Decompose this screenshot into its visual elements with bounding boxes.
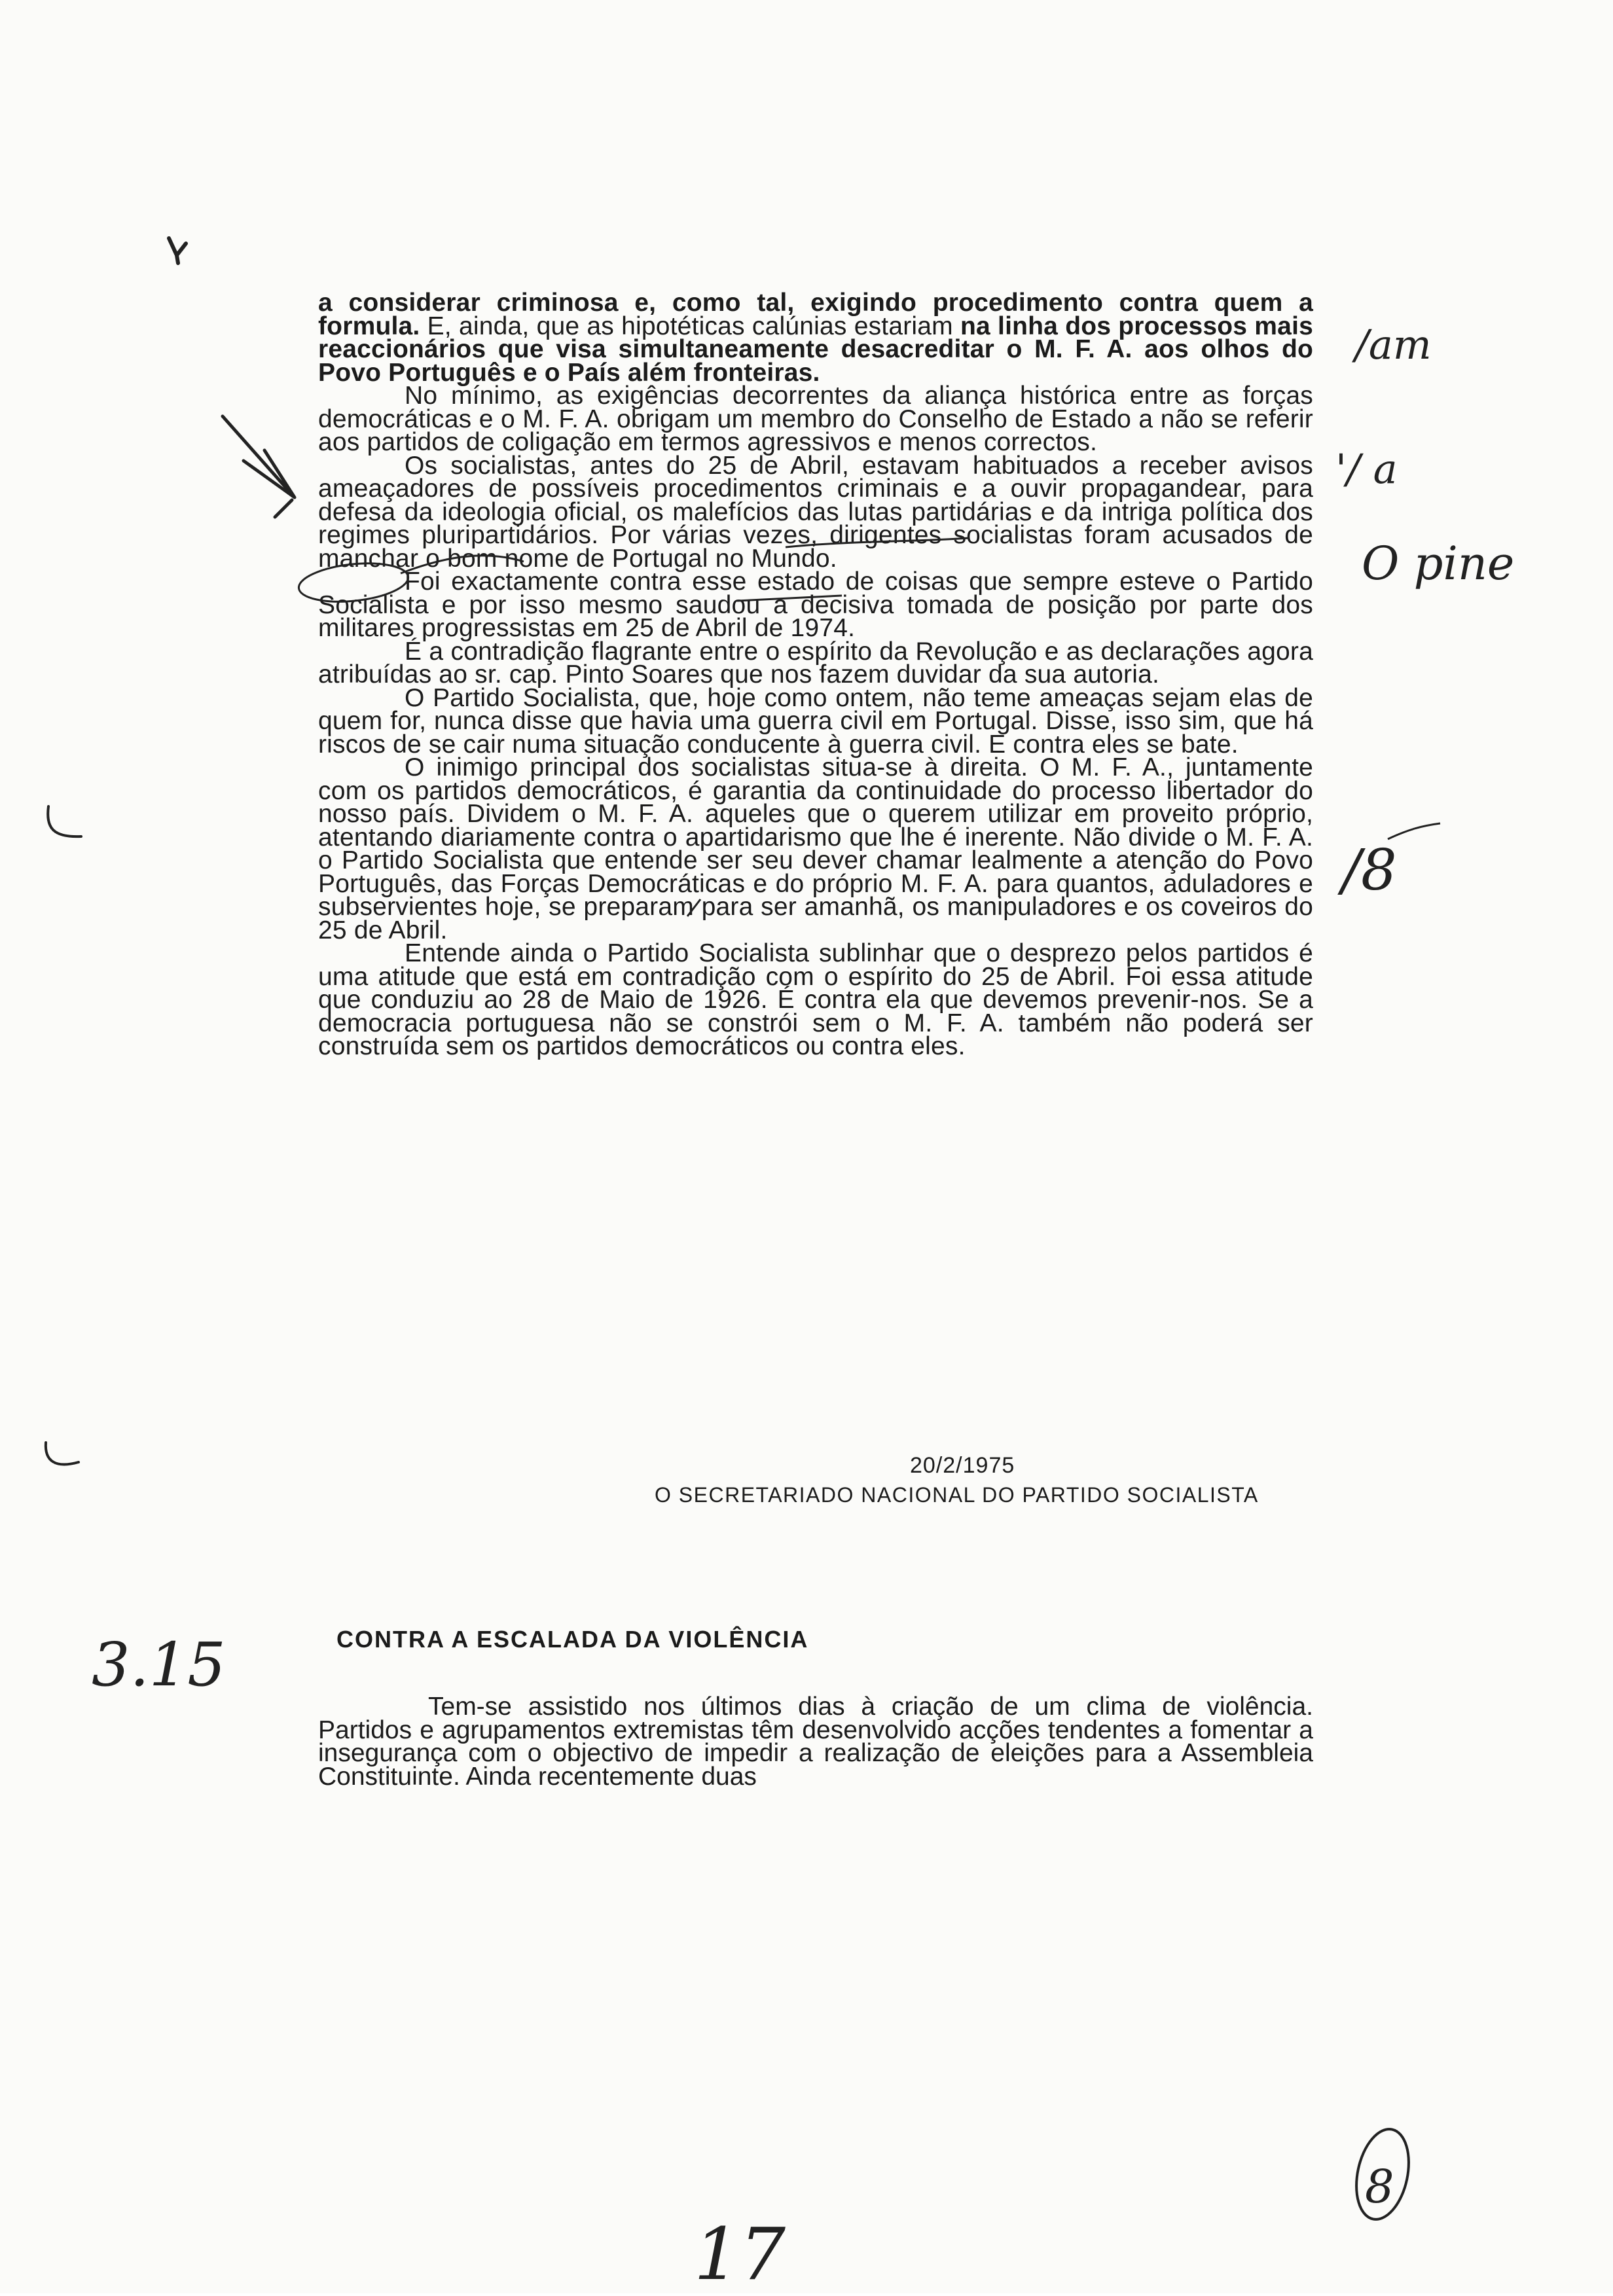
paragraph-8: Entende ainda o Partido Socialista sublinhar que o desprezo pelos partidos é uma atitude que está em contradição com o espírito do 25 de Abril. Foi essa atitude que conduziu ao 28 de Maio de 1926. É contra ela que devemos prevenir-nos. Se a democracia portuguesa não se constrói sem o M. F. A. também não poderá ser construída sem os partidos democráticos ou contra eles.	[318, 939, 1313, 1060]
paragraph-1-bold-start: a considerar criminosa e, como tal, exigindo procedimento contra quem a formula.	[318, 289, 1313, 340]
handwritten-circled-number: 8	[1365, 2160, 1394, 2214]
section-body	[318, 1693, 1313, 1791]
handwritten-section-number: 3.15	[92, 1630, 226, 1700]
paragraph-4: Foi exactamente contra esse estado de coisas que sempre esteve o Partido Socialista e por isso mesmo saudou a decisiva tomada de posição por parte dos militares progressistas em 25 de Abril de 1974.	[318, 567, 1313, 642]
paragraph-2: No mínimo, as exigências decorrentes da aliança histórica entre as forças democráticas e o M. F. A. obrigam um membro do Conselho de Estado a não se referir aos partidos de coligação em termos agressivos e menos correctos.	[318, 382, 1313, 456]
handwritten-note-a: '/ a	[1335, 445, 1398, 493]
paragraph-1-regular: E, ainda, que as hipotéticas calúnias estariam	[420, 312, 960, 340]
handwritten-page-number: 17	[694, 2212, 786, 2296]
handwritten-note-pine: O pine	[1362, 537, 1515, 590]
paragraph-5: É a contradição flagrante entre o espírito da Revolução e as declarações agora atribuídas ao sr. cap. Pinto Soares que nos fazem duvidar da sua autoria.	[318, 637, 1313, 689]
handwritten-note-18: /8	[1342, 838, 1397, 903]
paragraph-6: O Partido Socialista, que, hoje como ontem, não teme ameaças sejam elas de quem for, nunca disse que havia uma guerra civil em Portugal. Disse, isso sim, que há riscos de se cair numa situação conducente à guerra civil. E contra eles se bate.	[318, 683, 1313, 759]
section-paragraph: Tem-se assistido nos últimos dias à criação de um clima de violência. Partidos e agrupamentos extremistas têm desenvolvido acções tendentes a fomentar a insegurança com o objectivo de impedir a realização de eleições para a Assembleia Constituinte. Ainda recentemente duas	[318, 1693, 1313, 1791]
corner-tick-mark	[169, 238, 186, 263]
section-heading: CONTRA A ESCALADA DA VIOLÊNCIA	[336, 1626, 809, 1653]
paragraph-1-bold-end: na linha dos processos mais reaccionários que visa simultaneamente desacreditar o M. F. A. aos olhos do Povo Português e o País além fronteiras.	[318, 312, 1313, 387]
paragraph-1	[318, 289, 1313, 387]
paragraph-3: Os socialistas, antes do 25 de Abril, estavam habituados a receber avisos ameaçadores de possíveis procedimentos criminais e a ouvir propagandear, para defesa da ideologia oficial, os malefícios das lutas partidárias e da intriga política dos regimes pluripartidários. Por várias vezes, dirigentes socialistas foram acusados de manchar o bom nome de Portugal no Mundo.	[318, 451, 1313, 573]
handwritten-note-am: /am	[1355, 321, 1432, 368]
document-date: 20/2/1975	[910, 1453, 1015, 1478]
margin-arrow-mark	[223, 416, 295, 517]
left-margin-bracket-1	[48, 806, 81, 836]
main-text-body	[318, 291, 1313, 1058]
document-signature: O SECRETARIADO NACIONAL DO PARTIDO SOCIALISTA	[655, 1483, 1259, 1507]
tilde-mark	[1388, 823, 1440, 839]
left-margin-bracket-2	[46, 1443, 79, 1464]
paragraph-7: O inimigo principal dos socialistas situa-se à direita. O M. F. A., juntamente com os partidos democráticos, é garantia da continuidade do processo libertador do nosso país. Dividem o M. F. A. aqueles que o querem utilizar em proveito próprio, atentando diariamente contra o apartidarismo que lhe é inerente. Não divide o M. F. A. o Partido Socialista que entende ser seu dever chamar lealmente a atenção do Povo Português, das Forças Democráticas e do próprio M. F. A. para quantos, aduladores e subservientes hoje, se preparam para ser amanhã, os manipuladores e os coveiros do 25 de Abril.	[318, 753, 1313, 944]
